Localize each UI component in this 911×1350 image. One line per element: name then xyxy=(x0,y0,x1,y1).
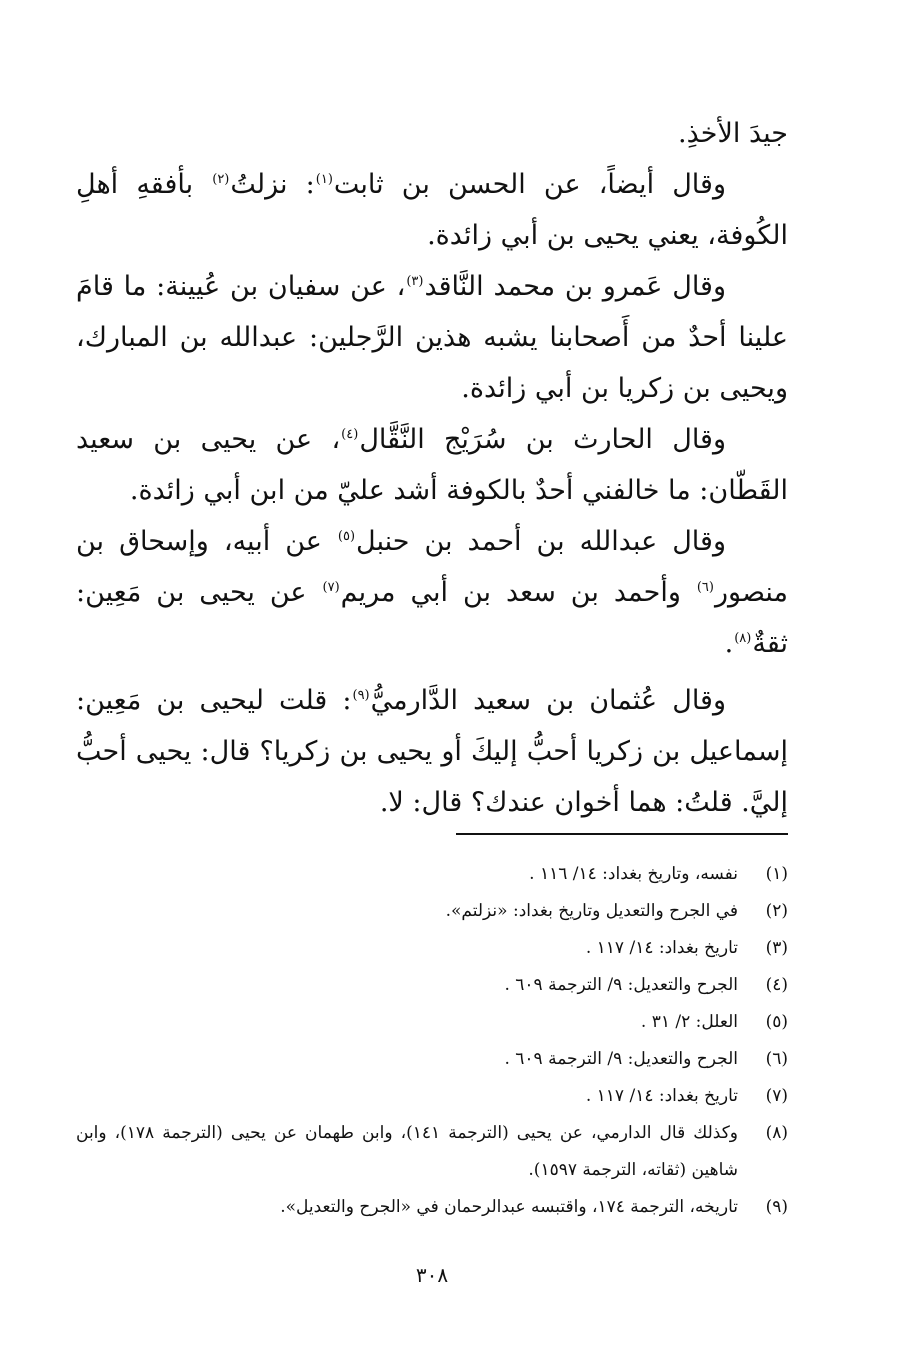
footnote-divider xyxy=(456,833,788,835)
footnote-number: (٨) xyxy=(765,1123,788,1143)
text-run: ، عن يحيى بن سعيد القَطّان: ما خالفني أحدٌ بالكوفة أشد عليّ من ابن أبي زائدة. xyxy=(76,424,788,506)
footnote-marker-7[interactable]: (٧) xyxy=(322,580,340,595)
footnote-text: في الجرح والتعديل وتاريخ بغداد: «نزلتم». xyxy=(445,901,738,921)
footnote-6 xyxy=(76,1041,788,1078)
footnote-text: تاريخ بغداد: ١٤/ ١١٧ . xyxy=(585,938,738,958)
footnote-text: وكذلك قال الدارمي، عن يحيى (الترجمة ١٤١)، وابن طهمان عن يحيى (الترجمة ١٧٨)، وابن شاهين (ثقاته، الترجمة ١٥٩٧). xyxy=(76,1123,738,1180)
book-page xyxy=(76,108,789,1287)
text-run: : نزلتُ xyxy=(230,169,315,200)
footnote-marker-3[interactable]: (٣) xyxy=(406,274,424,289)
text-run: ، عن سفيان بن عُيينة: ما قامَ علينا أحدٌ من أَصحابنا يشبه هذين الرَّجلين: عبدالله بن المبارك، ويحيى بن زكريا بن أبي زائدة. xyxy=(76,271,788,404)
paragraph-3 xyxy=(76,261,788,414)
footnote-text: العلل: ٢/ ٣١ . xyxy=(640,1012,738,1032)
footnote-text: تاريخ بغداد: ١٤/ ١١٧ . xyxy=(585,1086,738,1106)
footnote-marker-8[interactable]: (٨) xyxy=(734,631,752,646)
footnote-number: (٤) xyxy=(765,975,788,995)
footnote-marker-1[interactable]: (١) xyxy=(315,172,333,187)
footnote-number: (٥) xyxy=(765,1012,788,1032)
footnote-marker-2[interactable]: (٢) xyxy=(212,172,230,187)
footnote-2 xyxy=(76,893,788,930)
footnote-number: (٦) xyxy=(765,1049,788,1069)
paragraph-2 xyxy=(76,159,788,261)
text-run: وقال الحارث بن سُرَيْج النَّقَّال xyxy=(359,424,727,455)
footnote-number: (٩) xyxy=(765,1197,788,1217)
text-run: وقال أيضاً، عن الحسن بن ثابت xyxy=(333,169,726,200)
footnote-1 xyxy=(76,856,788,893)
footnote-9 xyxy=(76,1189,788,1226)
footnote-text: الجرح والتعديل: ٩/ الترجمة ٦٠٩ . xyxy=(504,975,738,995)
footnote-4 xyxy=(76,967,788,1004)
text-run: وأحمد بن سعد بن أبي مريم xyxy=(340,577,696,608)
footnote-5 xyxy=(76,1004,788,1041)
footnote-marker-9[interactable]: (٩) xyxy=(352,688,370,703)
footnote-3 xyxy=(76,930,788,967)
footnote-marker-6[interactable]: (٦) xyxy=(696,580,714,595)
footnote-number: (٣) xyxy=(765,938,788,958)
paragraph-1 xyxy=(76,108,788,159)
footnotes xyxy=(76,856,788,1226)
page-number: ٣٠٨ xyxy=(415,1263,449,1287)
footnote-text: تاريخه، الترجمة ١٧٤، واقتبسه عبدالرحمان في «الجرح والتعديل». xyxy=(280,1197,738,1217)
text-run: وقال عبدالله بن أحمد بن حنبل xyxy=(356,526,726,557)
text-run: وقال عُثمان بن سعيد الدَّارميُّ xyxy=(370,685,726,716)
paragraph-6 xyxy=(76,675,788,828)
text-run: . xyxy=(724,628,734,659)
paragraph-4 xyxy=(76,414,788,516)
footnote-7 xyxy=(76,1078,788,1115)
paragraph-5 xyxy=(76,516,788,669)
text-run: عن يحيى بن مَعِين: ثقةٌ xyxy=(76,577,788,659)
text-run: : قلت ليحيى بن مَعِين: إسماعيل بن زكريا أحبُّ إليكَ أو يحيى بن زكريا؟ قال: يحيى أحبُّ إليَّ. قلتُ: هما أخوان عندك؟ قال: لا. xyxy=(76,685,789,818)
footnote-text: الجرح والتعديل: ٩/ الترجمة ٦٠٩ . xyxy=(504,1049,738,1069)
main-text xyxy=(76,108,788,828)
text-run: وقال عَمرو بن محمد النَّاقد xyxy=(424,271,726,302)
footnote-8 xyxy=(76,1115,788,1189)
footnote-number: (٧) xyxy=(765,1086,788,1106)
text-run: عن أبيه، وإسحاق بن منصور xyxy=(76,526,788,608)
footnote-marker-4[interactable]: (٤) xyxy=(341,427,359,442)
text-run: بأفقهِ أهلِ الكُوفة، يعني يحيى بن أبي زائدة. xyxy=(76,169,788,251)
text-run: جيدَ الأخذِ. xyxy=(678,118,788,149)
footnote-text: نفسه، وتاريخ بغداد: ١٤/ ١١٦ . xyxy=(529,864,738,884)
footnote-number: (١) xyxy=(765,864,788,884)
footnote-number: (٢) xyxy=(765,901,788,921)
footnote-marker-5[interactable]: (٥) xyxy=(337,529,356,544)
